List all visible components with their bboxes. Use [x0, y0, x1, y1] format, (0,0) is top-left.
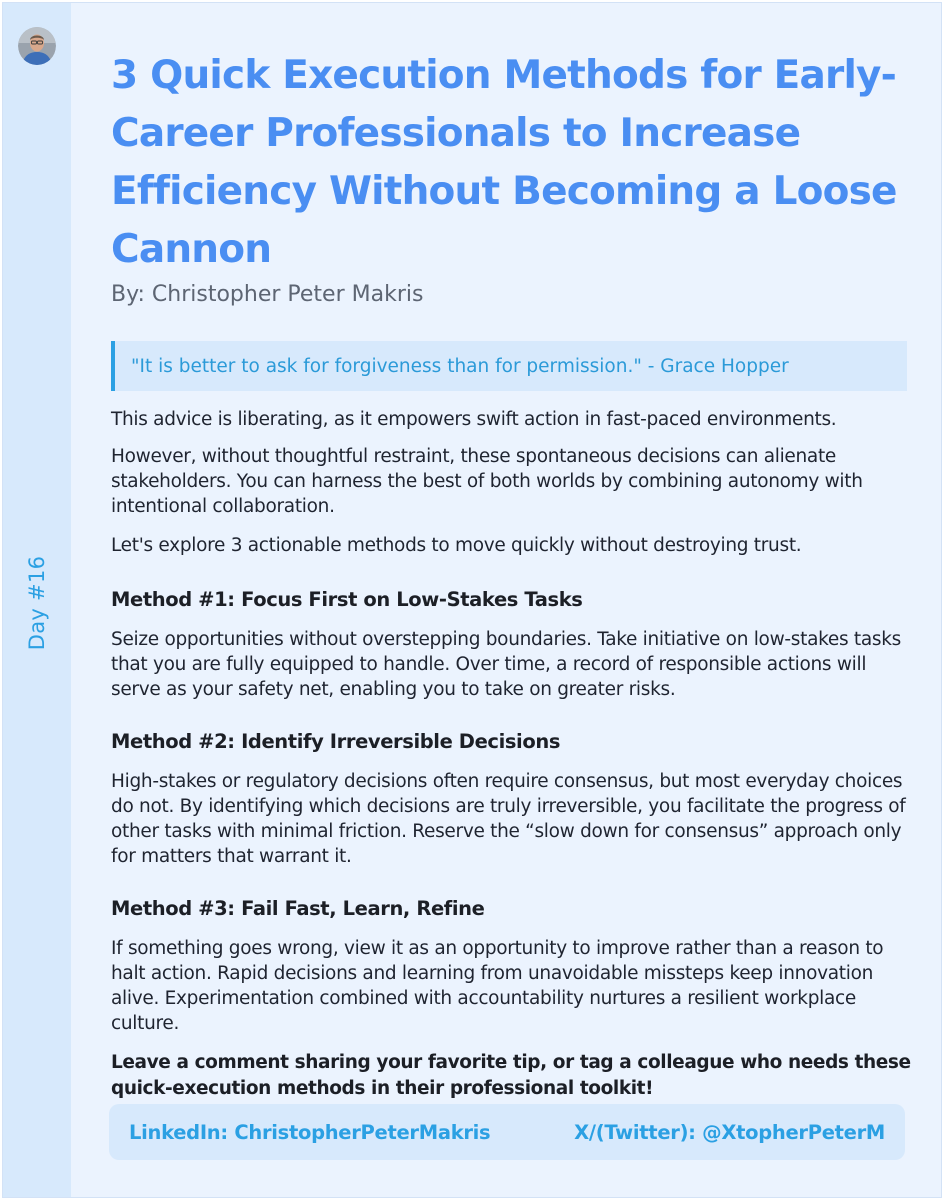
intro-paragraph: However, without thoughtful restraint, these spontaneous decisions can alienate stakeholders. You can harness the best of both worlds by combining autonomy with intentional collaboration.	[111, 446, 863, 517]
call-to-action: Leave a comment sharing your favorite tip, or tag a colleague who needs these quick-execution methods in their professional toolkit!	[111, 1052, 911, 1099]
post-content	[111, 47, 911, 1102]
post-card	[2, 2, 942, 1198]
intro-paragraph: This advice is liberating, as it empowers swift action in fast-paced environments.	[111, 409, 837, 430]
method-3-body: If something goes wrong, view it as an opportunity to improve rather than a reason to halt action. Rapid decisions and learning from unavoidable missteps keep innovation alive. Experimentation combined with accountability nurtures a resilient workplace culture.	[111, 938, 884, 1034]
intro-paragraph: Let's explore 3 actionable methods to move quickly without destroying trust.	[111, 535, 802, 556]
pull-quote: "It is better to ask for forgiveness than for permission." - Grace Hopper	[111, 341, 907, 391]
author-avatar-icon	[18, 27, 56, 65]
twitter-handle[interactable]: X/(Twitter): @XtopherPeterM	[574, 1120, 885, 1144]
method-3-heading: Method #3: Fail Fast, Learn, Refine	[111, 897, 485, 920]
day-label: Day #16	[25, 555, 49, 651]
method-1-heading: Method #1: Focus First on Low-Stakes Tasks	[111, 588, 583, 611]
sidebar	[3, 3, 71, 1197]
post-title: 3 Quick Execution Methods for Early-Career Professionals to Increase Efficiency Without Becoming a Loose Cannon	[111, 53, 897, 272]
post-author: By: Christopher Peter Makris	[111, 282, 424, 307]
method-2-body: High-stakes or regulatory decisions often require consensus, but most everyday choices do not. By identifying which decisions are truly irreversible, you facilitate the progress of other tasks with minimal friction. Reserve the “slow down for consensus” approach only for matters that warrant it.	[111, 771, 906, 867]
method-1-body: Seize opportunities without overstepping boundaries. Take initiative on low-stakes tasks that you are fully equipped to handle. Over time, a record of responsible actions will serve as your safety net, enabling you to take on greater risks.	[111, 629, 901, 700]
social-footer	[109, 1104, 905, 1160]
method-2-heading: Method #2: Identify Irreversible Decisions	[111, 730, 561, 753]
linkedin-handle[interactable]: LinkedIn: ChristopherPeterMakris	[129, 1120, 491, 1144]
